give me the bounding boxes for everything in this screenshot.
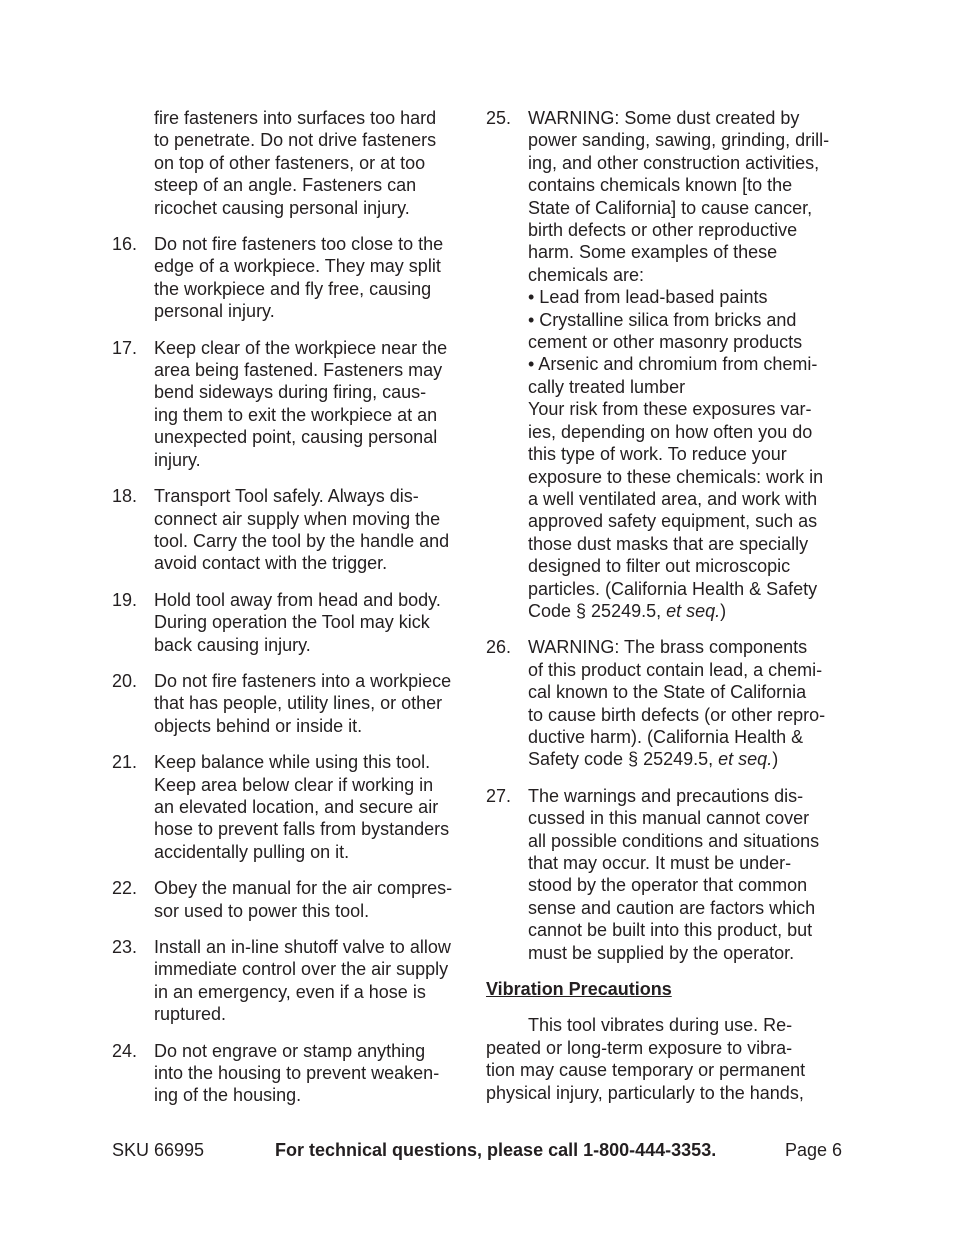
text-line: immediate control over the air supply	[154, 959, 449, 980]
text-line: This tool vibrates during use. Re-	[528, 1015, 793, 1036]
list-item-26	[486, 636, 856, 770]
text-line: sor used to power this tool.	[154, 900, 370, 921]
list-item-22	[112, 877, 482, 922]
text-line: personal injury.	[154, 301, 275, 322]
bullet-line: • Crystalline silica from bricks and	[528, 309, 797, 330]
text-line: ies, depending on how often you do	[528, 421, 813, 442]
text-line: Obey the manual for the air compres-	[154, 878, 453, 899]
left-column	[112, 107, 482, 1121]
text-line: During operation the Tool may kick	[154, 612, 430, 633]
list-item-20	[112, 670, 482, 737]
et-seq-italic: et seq.	[718, 749, 773, 770]
text-line: ductive harm). (California Health &	[528, 726, 804, 747]
text-line: particles. (California Health & Safety	[528, 578, 818, 599]
text-line: Keep balance while using this tool.	[154, 752, 431, 773]
item-number: 23.	[112, 937, 138, 957]
text-line: approved safety equipment, such as	[528, 511, 818, 532]
item-number: 17.	[112, 337, 138, 358]
list-item-23	[112, 936, 482, 1026]
vibration-paragraph	[486, 1014, 856, 1104]
text-line: Keep area below clear if working in	[154, 774, 434, 795]
bullet-line: • Arsenic and chromium from chemi-	[528, 354, 818, 375]
item-number: 16.	[112, 234, 138, 255]
text-line: cannot be built into this product, but	[528, 920, 813, 941]
text-line: of this product contain lead, a chemi-	[528, 659, 823, 680]
item-number: 21.	[112, 752, 138, 773]
right-column	[486, 107, 856, 1104]
text-line: to cause birth defects (or other repro-	[528, 704, 826, 725]
text-line: cally treated lumber	[528, 376, 686, 397]
text-line: bend sideways during firing, caus-	[154, 382, 427, 403]
text-line: tion may cause temporary or permanent	[486, 1060, 806, 1081]
text-line: that may occur. It must be under-	[528, 853, 792, 873]
text-line: Do not fire fasteners too close to the	[154, 234, 444, 255]
item-number: 20.	[112, 670, 138, 691]
closing-paren: )	[720, 600, 727, 621]
sku-label: SKU 66995	[112, 1140, 205, 1160]
text-line: Install an in-line shutoff valve to allow	[154, 937, 451, 957]
text-line: birth defects or other reproductive	[528, 220, 798, 241]
item-number: 26.	[486, 637, 512, 658]
text-line: area being fastened. Fasteners may	[154, 360, 443, 381]
list-item-16	[112, 233, 482, 323]
code-reference: Safety code § 25249.5,	[528, 749, 719, 770]
text-line: all possible conditions and situations	[528, 830, 820, 851]
text-line: back causing injury.	[154, 634, 311, 655]
text-line	[528, 748, 856, 770]
text-line: those dust masks that are specially	[528, 533, 809, 554]
text-line: designed to filter out microscopic	[528, 556, 791, 577]
page-number: Page 6	[784, 1140, 842, 1160]
item-number: 25.	[486, 108, 512, 128]
text-line: ing them to exit the workpiece at an	[154, 404, 438, 425]
text-line: stood by the operator that common	[528, 875, 808, 896]
text-line: Your risk from these exposures var-	[528, 399, 812, 420]
text-line: ing, and other construction activities,	[528, 152, 820, 173]
list-item-24	[112, 1040, 482, 1107]
text-line: steep of an angle. Fasteners can	[154, 175, 417, 196]
text-line: sense and caution are factors which	[528, 897, 816, 918]
list-item-18	[112, 485, 482, 575]
list-item-27	[486, 785, 856, 964]
text-line: cal known to the State of California	[528, 682, 807, 703]
text-line: Transport Tool safely. Always dis-	[154, 486, 419, 507]
text-line: The warnings and precautions dis-	[528, 785, 804, 806]
text-line: to penetrate. Do not drive fasteners	[154, 130, 437, 151]
text-line: power sanding, sawing, grinding, drill-	[528, 130, 830, 151]
text-line: this type of work. To reduce your	[528, 444, 787, 465]
text-line: WARNING: The brass components	[528, 637, 808, 658]
list-item-19	[112, 589, 482, 656]
text-line: WARNING: Some dust created by	[528, 108, 800, 128]
text-line: peated or long-term exposure to vibra-	[486, 1037, 793, 1058]
text-line: Keep clear of the workpiece near the	[154, 337, 448, 358]
text-line: cussed in this manual cannot cover	[528, 808, 810, 829]
text-line: objects behind or inside it.	[154, 715, 363, 736]
text-line: edge of a workpiece. They may split	[154, 256, 441, 277]
text-line: Do not fire fasteners into a workpiece	[154, 670, 452, 691]
text-line: a well ventilated area, and work with	[528, 488, 818, 509]
text-line: connect air supply when moving the	[154, 508, 441, 529]
item-15-continuation	[112, 107, 482, 219]
text-line: ricochet causing personal injury.	[154, 197, 410, 218]
text-line: hose to prevent falls from bystanders	[154, 819, 450, 840]
closing-paren: )	[772, 749, 779, 770]
text-line: State of California] to cause cancer,	[528, 197, 813, 218]
text-line: chemicals are:	[528, 264, 645, 285]
item-number: 19.	[112, 589, 138, 610]
text-line: must be supplied by the operator.	[528, 942, 795, 963]
text-line: exposure to these chemicals: work in	[528, 466, 824, 487]
bullet-line: • Lead from lead-based paints	[528, 287, 768, 308]
section-title-vibration: Vibration Precautions	[486, 979, 672, 1000]
text-line: an elevated location, and secure air	[154, 796, 439, 817]
item-number: 24.	[112, 1040, 138, 1061]
et-seq-italic: et seq.	[666, 600, 721, 621]
list-item-25	[486, 107, 856, 622]
text-line: fire fasteners into surfaces too hard	[154, 108, 437, 128]
text-line: unexpected point, causing personal	[154, 427, 438, 448]
text-line: Hold tool away from head and body.	[154, 589, 441, 610]
list-item-21	[112, 751, 482, 863]
text-line: on top of other fasteners, or at too	[154, 152, 426, 173]
text-line: tool. Carry the tool by the handle and	[154, 530, 450, 551]
support-phone-text: For technical questions, please call 1-800-444-3353.	[275, 1140, 717, 1160]
text-line: in an emergency, even if a hose is	[154, 981, 426, 1002]
text-line: cement or other masonry products	[528, 332, 803, 353]
text-line: injury.	[154, 449, 201, 470]
text-line: harm. Some examples of these	[528, 242, 778, 263]
page-footer	[112, 1140, 842, 1164]
text-line: ing of the housing.	[154, 1085, 302, 1106]
text-line: the workpiece and fly free, causing	[154, 278, 432, 299]
text-line: that has people, utility lines, or other	[154, 693, 443, 714]
text-line: into the housing to prevent weaken-	[154, 1063, 440, 1084]
text-line	[528, 600, 856, 622]
text-line: ruptured.	[154, 1004, 227, 1025]
text-line: accidentally pulling on it.	[154, 841, 350, 862]
list-item-17	[112, 337, 482, 471]
item-number: 18.	[112, 486, 138, 507]
text-line: physical injury, particularly to the hands,	[486, 1082, 804, 1103]
item-number: 22.	[112, 878, 138, 899]
text-line: avoid contact with the trigger.	[154, 553, 388, 574]
code-reference: Code § 25249.5,	[528, 600, 667, 621]
item-number: 27.	[486, 785, 512, 806]
text-line: contains chemicals known [to the	[528, 175, 793, 196]
text-line: Do not engrave or stamp anything	[154, 1040, 426, 1061]
